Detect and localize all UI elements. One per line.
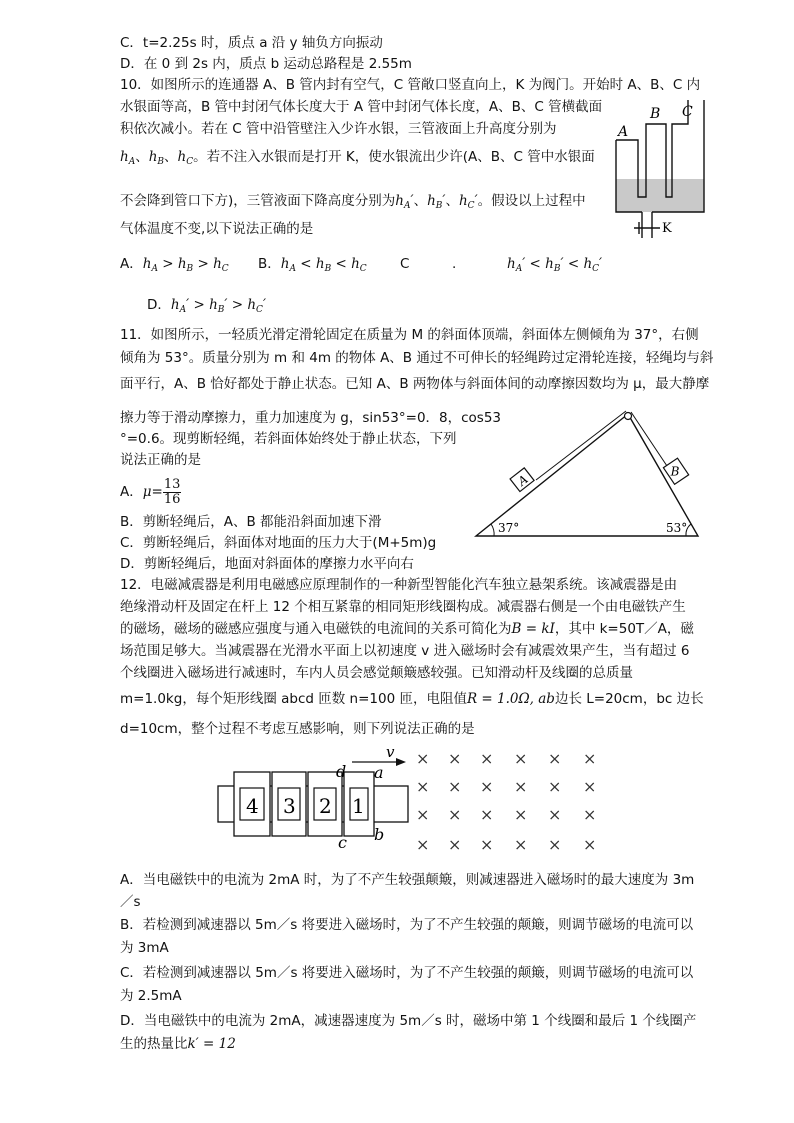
q9-option-d: D．在 0 到 2s 内，质点 b 运动总路程是 2.55m — [120, 56, 412, 72]
tube-label-a: A — [618, 124, 629, 140]
angle-arc-left — [491, 524, 494, 536]
coil-4-number: 4 — [246, 794, 259, 818]
q11-stem-line-2: 倾角为 53°。质量分别为 m 和 4m 的物体 A、B 通过不可伸长的轻绳跨过定滑轮连接，轻绳均与斜 — [120, 350, 714, 366]
field-cross-mark: × — [548, 805, 562, 824]
coil-4 — [234, 772, 270, 836]
field-cross-mark: × — [514, 805, 528, 824]
q10-options-row: A．$h_A > h_B > h_C$ — [120, 256, 229, 274]
velocity-arrowhead — [396, 758, 406, 766]
block-a — [510, 468, 534, 492]
q12-option-c-line-1: C．若检测到减速器以 5m／s 将要进入磁场时，为了不产生较强的颠簸，则调节磁场的电流可以 — [120, 965, 694, 981]
q11-stem-line-3: 面平行，A、B 恰好都处于静止状态。已知 A、B 两物体与斜面体间的动摩擦因数均为 μ，最大静摩 — [120, 376, 710, 392]
field-cross-mark: × — [480, 835, 494, 854]
q12-line6-head: m=1.0kg，每个矩形线圈 abcd 匝数 n=100 匝，电阻值 — [120, 691, 467, 707]
angle-left-label: 37° — [498, 521, 520, 535]
q12-option-d-line-2 — [120, 1035, 236, 1053]
field-cross-mark: × — [583, 777, 597, 796]
field-cross-mark: × — [480, 805, 494, 824]
q10-stem-line-5: 不会降到管口下方)，三管液面下降高度分别为$h_A'$、$h_B'$、$h_C'$。假设以上过程中 — [120, 193, 586, 211]
field-cross-mark: × — [583, 749, 597, 768]
velocity-label: v — [386, 744, 395, 761]
q11-stem-line-1: 11．如图所示，一轻质光滑定滑轮固定在质量为 M 的斜面体顶端，斜面体左侧倾角为 37°，右侧 — [120, 327, 699, 343]
q12-stem-line-2: 绝缘滑动杆及固定在杆上 12 个相互紧靠的相同矩形线圈构成。减震器右侧是一个由电磁铁产生 — [120, 599, 686, 615]
q12-formula-b: B = kI — [511, 621, 555, 637]
q11-stem-line-4: 擦力等于滑动摩擦力，重力加速度为 g，sin53°=0．8，cos53 — [120, 410, 502, 426]
q10-option-c-dot: . — [452, 256, 457, 272]
field-cross-mark: × — [480, 749, 494, 768]
q10-stem-line-2: 水银面等高，B 管中封闭气体长度大于 A 管中封闭气体长度，A、B、C 管横截面 — [120, 99, 603, 115]
angle-right-label: 53° — [666, 521, 688, 535]
field-cross-mark: × — [448, 749, 462, 768]
coil-3 — [272, 772, 306, 836]
field-cross-mark: × — [514, 777, 528, 796]
q11-option-c: C．剪断轻绳后，斜面体对地面的压力大于(M+5m)g — [120, 535, 437, 551]
q9-option-c: C．t=2.25s 时，质点 a 沿 y 轴负方向振动 — [120, 35, 383, 51]
magnetic-field-grid — [416, 749, 596, 854]
corner-label-c: c — [338, 833, 347, 852]
field-cross-mark: × — [416, 749, 430, 768]
q12-stem-line-4: 场范围足够大。当减震器在光滑水平面上以初速度 v 进入磁场时会有减震效果产生，当有超过 6 — [120, 643, 690, 659]
coil-2 — [308, 772, 342, 836]
q10-tubes-figure — [606, 100, 716, 250]
q12-formula-k: k′ = 12 — [187, 1036, 236, 1052]
q10-option-c-expr: $h_A' < h_B' < h_C'$ — [507, 256, 603, 274]
corner-label-b: b — [374, 825, 385, 844]
coil-3-number: 3 — [283, 794, 296, 818]
block-a-label: A — [515, 472, 531, 489]
q10-line5-head: 不会降到管口下方)，三管液面下降高度分别为 — [120, 193, 396, 209]
q11-option-a-mu: μ= — [142, 484, 163, 500]
q12-option-b-line-2: 为 3mA — [120, 940, 169, 956]
mercury-fill — [616, 179, 704, 212]
field-cross-mark: × — [583, 805, 597, 824]
field-cross-mark: × — [548, 749, 562, 768]
q12-stem-line-3 — [120, 620, 694, 638]
q11-option-a-fraction: $\frac{13}{16}$ — [163, 476, 181, 507]
q11-option-b: B．剪断轻绳后，A、B 都能沿斜面加速下滑 — [120, 514, 382, 530]
q10-option-d-label: D． — [147, 297, 171, 313]
q10-option-b-label: B． — [258, 256, 281, 272]
q12-stem-line-6 — [120, 690, 704, 708]
q11-option-a — [120, 474, 181, 510]
field-cross-mark: × — [416, 805, 430, 824]
q10-option-b: B．$h_A < h_B < h_C$ — [258, 256, 367, 274]
field-cross-mark: × — [416, 777, 430, 796]
field-cross-mark: × — [514, 835, 528, 854]
tube-label-b: B — [650, 106, 661, 122]
q10-option-d: D．$h_A' > h_B' > h_C'$ — [147, 297, 267, 315]
q11-stem-line-5: °=0.6。现剪断轻绳，若斜面体始终处于静止状态，下列 — [120, 431, 457, 447]
q10-line4-text: 。若不注入水银而是打开 K，使水银流出少许(A、B、C 管中水银面 — [193, 149, 595, 165]
block-b-label: B — [670, 464, 680, 479]
q12-stem-line-1: 12．电磁减震器是利用电磁感应原理制作的一种新型智能化汽车独立悬架系统。该减震器是由 — [120, 577, 678, 593]
q10-line5-tail: 。假设以上过程中 — [477, 193, 586, 209]
q12-option-a-line-1: A．当电磁铁中的电流为 2mA 时，为了不产生较强颠簸，则减速器进入磁场时的最大速度为 3m — [120, 872, 695, 888]
coil-2-number: 2 — [319, 794, 332, 818]
q11-incline-figure — [470, 406, 710, 540]
incline-body — [476, 414, 698, 536]
field-cross-mark: × — [448, 835, 462, 854]
q10-stem-line-4: $h_A$、$h_B$、$h_C$。若不注入水银而是打开 K，使水银流出少许(A、B、C 管中水银面 — [120, 149, 595, 167]
q11-option-d: D．剪断轻绳后，地面对斜面体的摩擦力水平向右 — [120, 556, 414, 572]
field-cross-mark: × — [480, 777, 494, 796]
outlet-pipe — [642, 212, 652, 238]
q12-line6-tail: 边长 L=20cm，bc 边长 — [554, 691, 704, 707]
q10-option-c-label: C — [400, 256, 410, 272]
tube-label-c: C — [682, 104, 693, 120]
q12-option-d-line-2-head: 生的热量比 — [120, 1036, 188, 1052]
valve-label-k: K — [662, 221, 672, 236]
q12-option-b-line-1: B．若检测到减速器以 5m／s 将要进入磁场时，为了不产生较强的颠簸，则调节磁场的电流可以 — [120, 917, 694, 933]
q12-stem-line-7: d=10cm，整个过程不考虑互感影响，则下列说法正确的是 — [120, 721, 475, 737]
q12-line3-tail: ，其中 k=50T／A，磁 — [554, 621, 694, 637]
q12-line3-head: 的磁场，磁场的磁感应强度与通入电磁铁的电流间的关系可简化为 — [120, 621, 512, 637]
q10-stem-line-3: 积依次减小。若在 C 管中沿管壁注入少许水银，三管液面上升高度分别为 — [120, 121, 557, 137]
rope-right — [631, 412, 667, 466]
coil-1-number: 1 — [352, 794, 365, 818]
field-cross-mark: × — [548, 777, 562, 796]
coil-1 — [344, 772, 374, 836]
q10-stem-line-1: 10．如图所示的连通器 A、B 管内封有空气，C 管敞口竖直向上，K 为阀门。开始时 A、B、C 内 — [120, 77, 701, 93]
q12-option-a-line-2: ／s — [120, 894, 141, 910]
field-cross-mark: × — [514, 749, 528, 768]
corner-label-d: d — [336, 762, 347, 781]
q12-option-d-line-1: D．当电磁铁中的电流为 2mA，减速器速度为 5m／s 时，磁场中第 1 个线圈和最后 1 个线圈产 — [120, 1013, 697, 1029]
q12-formula-r: R = 1.0Ω, ab — [466, 691, 555, 707]
q10-option-a-label: A． — [120, 256, 143, 272]
q12-stem-line-5: 个线圈进入磁场进行减速时，车内人员会感觉颠簸感较强。已知滑动杆及线圈的总质量 — [120, 665, 633, 681]
q11-option-a-label: A． — [120, 484, 143, 500]
corner-label-a: a — [374, 763, 384, 782]
pulley — [625, 413, 632, 420]
q12-coils-figure — [212, 744, 612, 860]
field-cross-mark: × — [416, 835, 430, 854]
q10-stem-line-6: 气体温度不变,以下说法正确的是 — [120, 221, 314, 237]
q11-stem-line-6: 说法正确的是 — [120, 452, 201, 468]
q12-option-c-line-2: 为 2.5mA — [120, 988, 182, 1004]
field-cross-mark: × — [448, 805, 462, 824]
rope-left — [536, 411, 626, 480]
field-cross-mark: × — [548, 835, 562, 854]
field-cross-mark: × — [448, 777, 462, 796]
field-cross-mark: × — [583, 835, 597, 854]
